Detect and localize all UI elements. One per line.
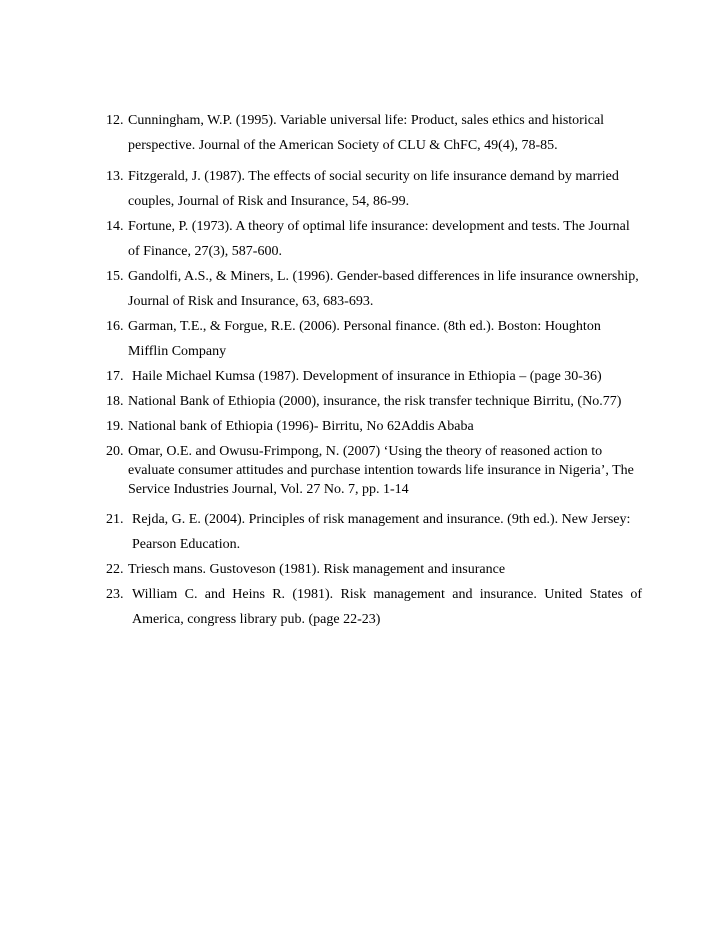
reference-text: Garman, T.E., & Forgue, R.E. (2006). Personal finance. (8th ed.). Boston: Houghton Mifflin Company — [128, 319, 601, 359]
reference-text: Cunningham, W.P. (1995). Variable universal life: Product, sales ethics and historical perspective. Journal of the American Society of CLU & ChFC, 49(4), 78-85. — [128, 113, 605, 153]
reference-text: National bank of Ethiopia (1996)- Birritu, No 62Addis Ababa — [128, 419, 474, 434]
reference-text: Haile Michael Kumsa (1987). Development of insurance in Ethiopia – (page 30-36) — [132, 369, 602, 384]
reference-list — [106, 108, 642, 632]
reference-text: Fortune, P. (1973). A theory of optimal life insurance: development and tests. The Journal of Finance, 27(3), 587-600. — [128, 219, 630, 259]
reference-number: 21. — [106, 512, 124, 527]
reference-number: 15. — [106, 269, 124, 284]
reference-item — [106, 314, 642, 364]
reference-text: Rejda, G. E. (2004). Principles of risk management and insurance. (9th ed.). New Jersey: Pearson Education. — [132, 512, 631, 552]
reference-number: 13. — [106, 169, 124, 184]
reference-item — [106, 364, 642, 389]
reference-text: Omar, O.E. and Owusu-Frimpong, N. (2007) ‘Using the theory of reasoned action to evaluate consumer attitudes and purchase intention towards life insurance in Nigeria’, The Service Industries Journal, Vol. 27 No. 7, pp. 1-14 — [128, 444, 634, 497]
reference-number: 20. — [106, 444, 124, 459]
reference-item — [106, 214, 642, 264]
reference-number: 23. — [106, 587, 124, 602]
reference-number: 18. — [106, 394, 124, 409]
reference-item — [106, 557, 642, 582]
reference-number: 14. — [106, 219, 124, 234]
reference-text: Fitzgerald, J. (1987). The effects of social security on life insurance demand by married couples, Journal of Risk and Insurance, 54, 86-99. — [128, 169, 619, 209]
reference-item — [106, 389, 642, 414]
reference-text: William C. and Heins R. (1981). Risk management and insurance. United States of America, congress library pub. (page 22-23) — [132, 587, 642, 627]
reference-item — [106, 108, 642, 158]
reference-number: 17. — [106, 369, 124, 384]
reference-item — [106, 264, 642, 314]
reference-item — [106, 507, 642, 557]
reference-text: Gandolfi, A.S., & Miners, L. (1996). Gender-based differences in life insurance ownership, Journal of Risk and Insurance, 63, 683-693. — [128, 269, 639, 309]
reference-item — [106, 439, 642, 503]
reference-item — [106, 164, 642, 214]
reference-text: National Bank of Ethiopia (2000), insurance, the risk transfer technique Birritu, (No.77) — [128, 394, 622, 409]
reference-number: 19. — [106, 419, 124, 434]
reference-text: Triesch mans. Gustoveson (1981). Risk management and insurance — [128, 562, 506, 577]
reference-number: 12. — [106, 113, 124, 128]
reference-item — [106, 582, 642, 632]
reference-number: 22. — [106, 562, 124, 577]
reference-item — [106, 414, 642, 439]
reference-number: 16. — [106, 319, 124, 334]
